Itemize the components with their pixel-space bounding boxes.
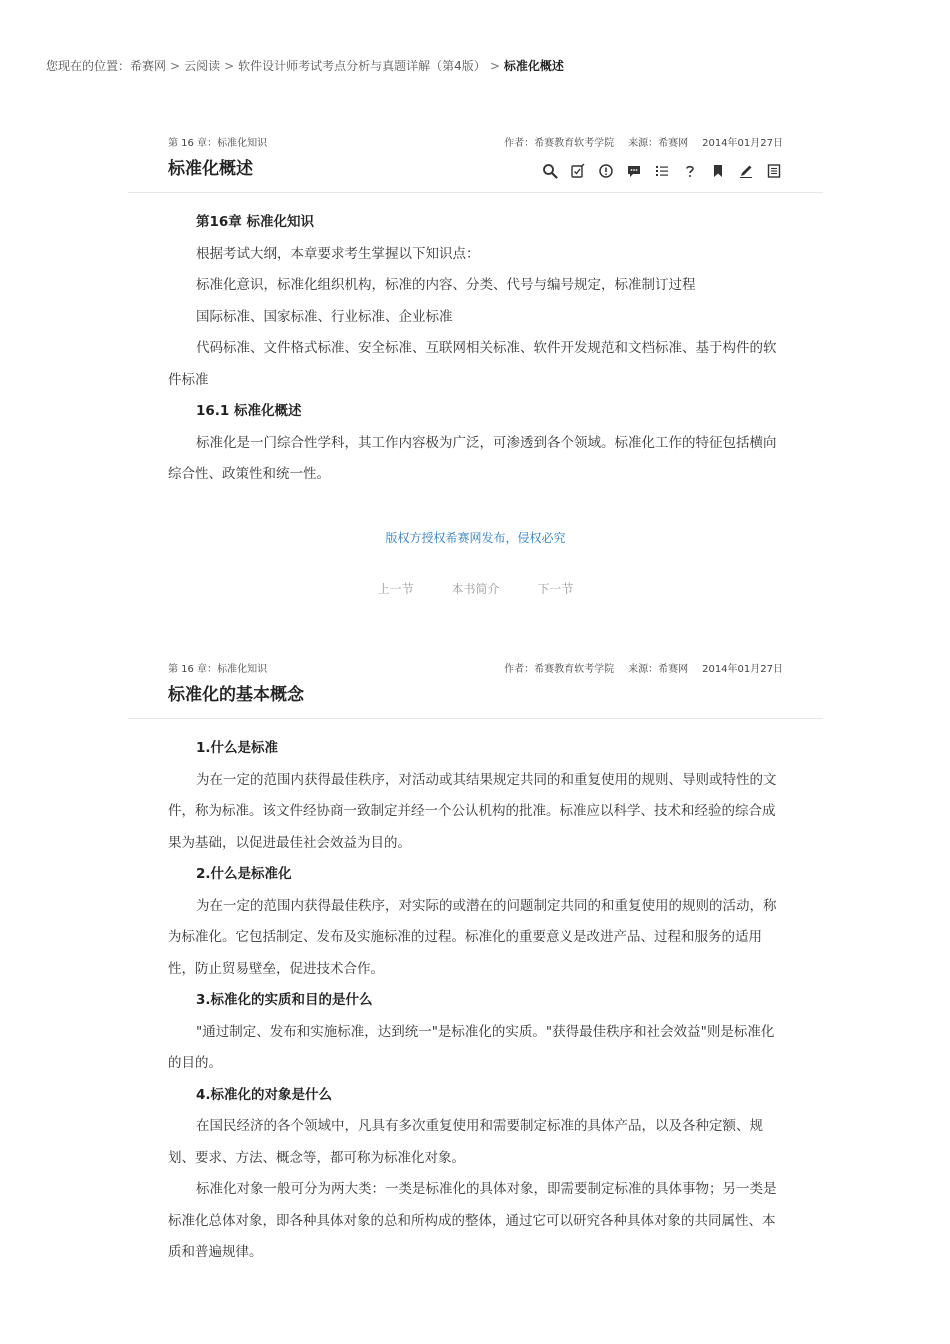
paragraph: 为在一定的范围内获得最佳秩序，对实际的或潜在的问题制定共同的和重复使用的规则的活动，称为标准化。它包括制定、发布及实施标准的过程。标准化的重要意义是改进产品、过程和服务的适用性，防止贸易壁垒，促进技术合作。 xyxy=(168,897,777,977)
paragraph: 国际标准、国家标准、行业标准、企业标准 xyxy=(196,308,453,325)
error-report-icon[interactable] xyxy=(597,162,615,180)
breadcrumb-current: 标准化概述 xyxy=(503,59,564,73)
breadcrumb-link-book[interactable]: 软件设计师考试考点分析与真题详解（第4版） xyxy=(238,59,486,73)
subheading: 1.什么是标准 xyxy=(196,740,279,756)
publish-date: 2014年01月27日 xyxy=(702,664,783,675)
breadcrumb-separator: > xyxy=(489,59,500,73)
chapter-label: 第 16 章：标准化知识 xyxy=(168,138,268,149)
author: 作者：希赛教育软考学院 xyxy=(504,664,615,675)
paragraph: 在国民经济的各个领域中，凡具有多次重复使用和需要制定标准的具体产品，以及各种定额、规划、要求、方法、概念等，都可称为标准化对象。 xyxy=(168,1118,763,1166)
pencil-icon[interactable] xyxy=(737,162,755,180)
book-intro-link[interactable]: 本书简介 xyxy=(451,581,500,596)
subheading: 4.标准化的对象是什么 xyxy=(196,1086,333,1103)
paragraph: 根据考试大纲，本章要求考生掌握以下知识点： xyxy=(196,245,480,262)
search-icon[interactable] xyxy=(541,162,559,180)
paragraph: 标准化对象一般可分为两大类：一类是标准化的具体对象，即需要制定标准的具体事物；另一类是标准化总体对象，即各种具体对象的总和所构成的整体，通过它可以研究各种具体对象的共同属性、本质和普遍规律。 xyxy=(168,1181,777,1260)
paragraph: 标准化是一门综合性学科，其工作内容极为广泛，可渗透到各个领域。标准化工作的特征包括横向综合性、政策性和统一性。 xyxy=(168,434,777,482)
help-icon[interactable] xyxy=(681,162,699,180)
subheading: 2.什么是标准化 xyxy=(196,866,292,882)
next-section-link[interactable]: 下一节 xyxy=(537,581,574,596)
paragraph: 代码标准、文件格式标准、安全标准、互联网相关标准、软件开发规范和文档标准、基于构件的软件标准 xyxy=(168,340,777,388)
chapter-label: 第 16 章：标准化知识 xyxy=(168,664,268,675)
breadcrumb-separator: > xyxy=(170,59,181,73)
list-icon[interactable] xyxy=(653,162,671,180)
comment-icon[interactable] xyxy=(625,162,643,180)
copyright-notice: 版权方授权希赛网发布，侵权必究 xyxy=(385,530,566,545)
section-pager xyxy=(128,580,823,597)
article-title: 标准化概述 xyxy=(168,159,253,179)
note-check-icon[interactable] xyxy=(569,162,587,180)
section-heading: 16.1 标准化概述 xyxy=(196,403,302,419)
article-title: 标准化的基本概念 xyxy=(168,685,304,705)
breadcrumb-link-home[interactable]: 希赛网 xyxy=(130,59,167,73)
article-toolbar xyxy=(541,162,783,180)
article-section-2 xyxy=(128,660,823,1269)
article-meta xyxy=(490,660,783,675)
source: 来源：希赛网 xyxy=(628,138,689,149)
subheading: 3.标准化的实质和目的是什么 xyxy=(196,992,373,1008)
breadcrumb-separator: > xyxy=(224,59,235,73)
paragraph: 标准化意识，标准化组织机构，标准的内容、分类、代号与编号规定，标准制订过程 xyxy=(196,277,696,293)
article-body xyxy=(128,733,823,1269)
breadcrumb xyxy=(46,57,564,74)
article-body xyxy=(128,207,823,491)
prev-section-link[interactable]: 上一节 xyxy=(377,581,414,596)
paragraph: 为在一定的范围内获得最佳秩序，对活动或其结果规定共同的和重复使用的规则、导则或特性的文件，称为标准。该文件经协商一致制定并经一个公认机构的批准。标准应以科学、技术和经验的综合成果为基础，以促进最佳社会效益为目的。 xyxy=(168,771,777,851)
chapter-heading: 第16章 标准化知识 xyxy=(196,214,314,230)
source: 来源：希赛网 xyxy=(628,664,689,675)
paragraph: "通过制定、发布和实施标准，达到统一"是标准化的实质。"获得最佳秩序和社会效益"则是标准化的目的。 xyxy=(168,1023,775,1071)
article-meta xyxy=(490,134,783,149)
notebook-icon[interactable] xyxy=(765,162,783,180)
breadcrumb-link-yunyuedu[interactable]: 云阅读 xyxy=(184,59,221,73)
article-section-1 xyxy=(128,134,823,597)
publish-date: 2014年01月27日 xyxy=(702,138,783,149)
bookmark-icon[interactable] xyxy=(709,162,727,180)
author: 作者：希赛教育软考学院 xyxy=(504,138,615,149)
breadcrumb-prefix: 您现在的位置： xyxy=(46,59,131,73)
